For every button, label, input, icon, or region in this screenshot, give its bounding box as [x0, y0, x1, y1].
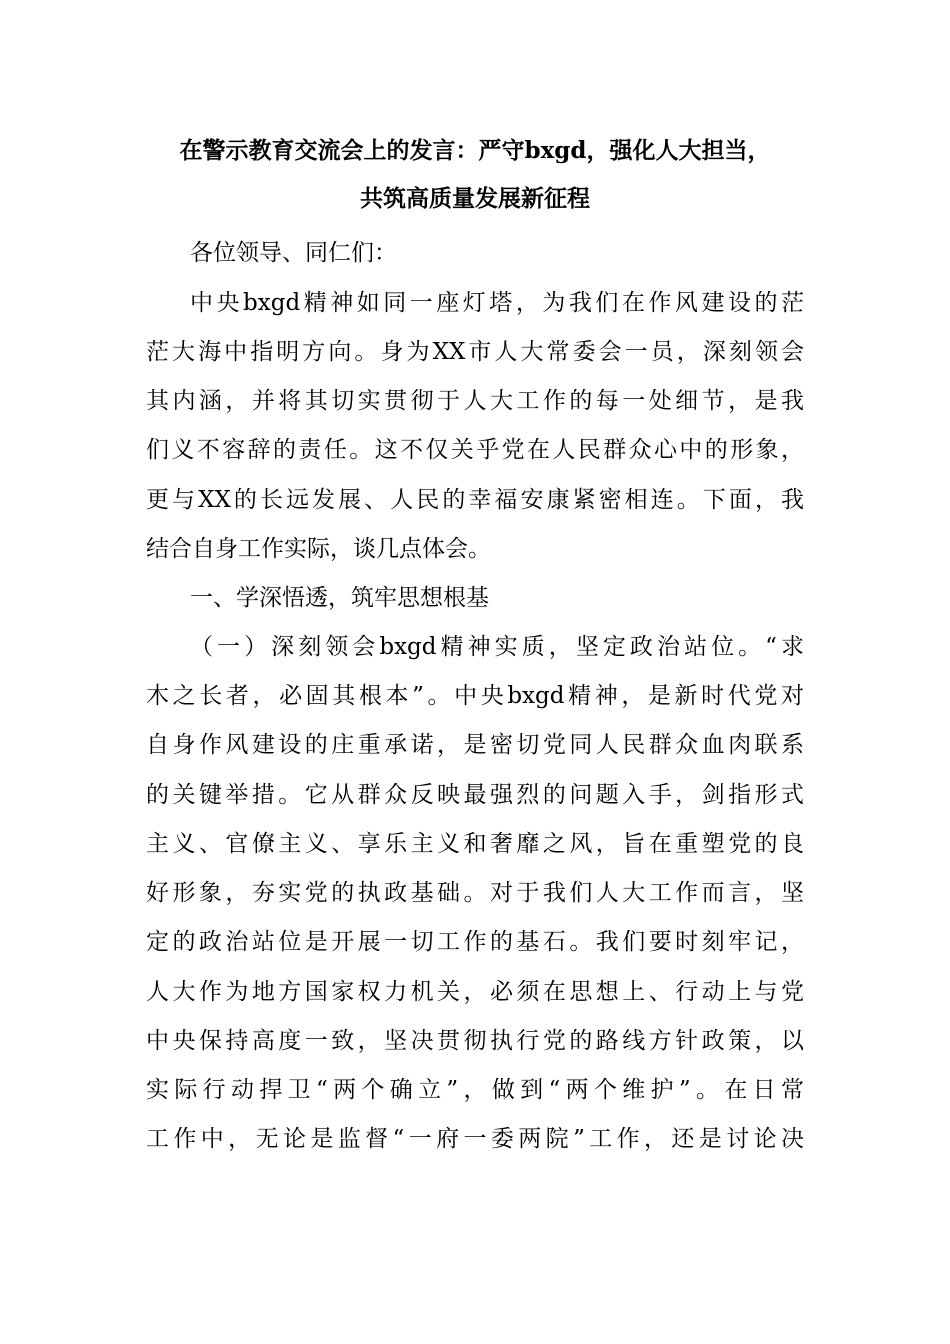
paragraph-line: 实际行动捍卫“两个确立”，做到“两个维护”。在日常 — [146, 1077, 804, 1103]
section-heading: 一、学深悟透，筑牢思想根基 — [190, 585, 489, 611]
document-title-line-1: 在警示教育交流会上的发言：严守bxgd，强化人大担当， — [179, 137, 771, 164]
paragraph-line: 们义不容辞的责任。这不仅关乎党在人民群众心中的形象， — [146, 437, 804, 463]
paragraph-line: （一）深刻领会bxgd精神实质，坚定政治站位。“求 — [190, 634, 804, 660]
paragraph-line: 的关键举措。它从群众反映最强烈的问题入手，剑指形式 — [146, 782, 804, 808]
paragraph-line: 茫大海中指明方向。身为XX市人大常委会一员，深刻领会 — [146, 339, 804, 365]
paragraph-line: 其内涵，并将其切实贯彻于人大工作的每一处细节，是我 — [146, 388, 804, 414]
paragraph-line: 中央保持高度一致，坚决贯彻执行党的路线方针政策，以 — [146, 1028, 804, 1054]
document-title-line-2: 共筑高质量发展新征程 — [360, 185, 590, 212]
paragraph-line: 主义、官僚主义、享乐主义和奢靡之风，旨在重塑党的良 — [146, 831, 804, 857]
paragraph-line: 自身作风建设的庄重承诺，是密切党同人民群众血肉联系 — [146, 732, 804, 758]
paragraph-line: 中央bxgd精神如同一座灯塔，为我们在作风建设的茫 — [190, 290, 804, 316]
salutation: 各位领导、同仁们： — [190, 240, 397, 266]
paragraph-line: 定的政治站位是开展一切工作的基石。我们要时刻牢记， — [146, 929, 804, 955]
paragraph-line: 结合自身工作实际，谈几点体会。 — [146, 536, 491, 562]
paragraph-line: 人大作为地方国家权力机关，必须在思想上、行动上与党 — [146, 979, 804, 1005]
paragraph-line: 工作中，无论是监督“一府一委两院”工作，还是讨论决 — [146, 1126, 804, 1152]
paragraph-line: 好形象，夯实党的执政基础。对于我们人大工作而言，坚 — [146, 880, 804, 906]
paragraph-line: 木之长者，必固其根本”。中央bxgd精神，是新时代党对 — [146, 683, 804, 709]
paragraph-line: 更与XX的长远发展、人民的幸福安康紧密相连。下面，我 — [146, 487, 804, 513]
